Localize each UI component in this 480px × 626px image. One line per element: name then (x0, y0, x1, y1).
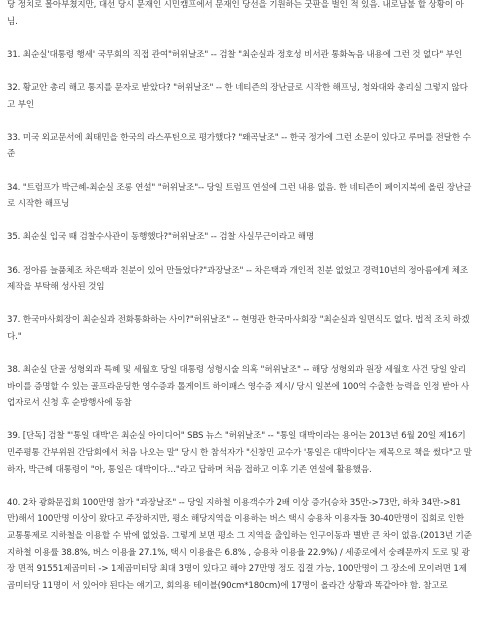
paragraph-gap (7, 163, 472, 180)
paragraph-item-40: 40. 2차 광화문집회 100만명 참가 "과장날조" -- 당일 지하철 이용객수가 2배 이상 증가(승차 35만->73만, 하차 34만->81만)해서 100만명 이상이 왔다고 주장하지만, 평소 해당지역을 이용하는 버스 택시 승용차 이용자들 30-40만명이 집회로 인한 교통통제로 지하철을 이용할 수 밖에 없었음. 그렇게 보면 평소 그 지역을 출입하는 인구이동과 별반 큰 차이 없음.(2013년 기준 지하철 이용률 38.8%, 버스 이용율 27.1%, 택시 이용율은 6.8% , 승용차 이용율 22.9%) / 세종로에서 숭례문까지 도로 및 광장 면적 91551제곱미터 -> 1제곱미터당 최대 3명이 있다고 해야 27만명 정도 집결 가능, 100만명이 그 장소에 모이려면 1제곱미터당 11명이 서 있어야 된다는 얘기고, 회의용 테이블(90cm*180cm)에 17명이 올라간 상황과 똑같아야 함. 참고로 (7, 497, 472, 591)
paragraph-item-37: 37. 한국마사회장이 최순실과 전화통화하는 사이?"허위날조" -- 현명관 한국마사회장 "최순실과 일면식도 없다. 법적 조치 하겠다." (7, 315, 470, 342)
paragraph-item-31: 31. 최순실'대통령 행세' 국무회의 직접 관여"허위날조" -- 검찰 "최순실과 정호성 비서관 통화녹음 내용에 그런 것 없다" 부인 (7, 49, 463, 60)
paragraph-item-38: 38. 최순실 단골 성형외과 특혜 및 세월호 당일 대통령 성형시술 의혹 "허위날조" -- 해당 성형외과 원장 세월호 사건 당일 알리바이를 증명할 수 있는 골프라운딩한 영수증과 톨게이트 하이패스 영수증 제시/ 당시 일본에 100억 수출한 능력을 인정 받아 사업자로서 신청 후 순방행사에 동참 (7, 365, 470, 409)
paragraph-gap (7, 213, 472, 230)
paragraph-gap (7, 296, 472, 313)
paragraph-gap (7, 63, 472, 80)
paragraph-item-32: 32. 황교안 총리 해고 통지를 문자로 받았다? "허위날조" -- 한 네티즌의 장난글로 시작한 해프닝, 청와대와 총리실 그렇지 않다고 부인 (7, 82, 468, 110)
paragraph-item-39: 39. [단독] 검찰 "'통일 대박'은 최순실 아이디어" SBS 뉴스 "허위날조" -- "통일 대박이라는 용어는 2013년 6월 20일 제16기 민주평통 간부위원 간담회에서 처음 나오는 말" 당시 한 참석자가 "신창민 교수가 '통일은 대박이다'는 제목으로 책을 썼다"고 말하자, 박근혜 대통령이 "아, 통일은 대박이다…"라고 답하며 처음 접하고 이후 기존 연설에 활용했음. (7, 431, 472, 475)
paragraph-gap (7, 412, 472, 429)
paragraph-gap (7, 113, 472, 130)
paragraph-item-34: 34. "트럼프가 박근혜-최순실 조롱 연설" "허위날조"-- 당일 트럼프 연설에 그런 내용 없음. 한 네티즌이 페이지북에 올린 장난글로 시작한 해프닝 (7, 182, 472, 210)
paragraph-intro: 당 정치로 몰아부쳤지만, 대선 당시 문재인 시민캠프에서 문재인 당선을 기원하는 굿판을 벌인 적 있음. 내로남불 할 상황이 아님. (7, 0, 464, 27)
paragraph-item-35: 35. 최순실 입국 때 검찰수사관이 동행했다?"허위날조" -- 검찰 사실무근이라고 해명 (7, 232, 315, 243)
paragraph-item-36: 36. 정아름 늘품체조 차은택과 친분이 있어 만들었다?"과장날조" -- 차은택과 개인적 친분 없었고 경력10년의 정아름에게 체조 제작을 부탁해 성사된 것임 (7, 265, 469, 293)
paragraph-gap (7, 478, 472, 495)
paragraph-gap (7, 246, 472, 263)
paragraph-item-33: 33. 미국 외교문서에 최태민을 한국의 라스푸틴으로 평가했다? "왜곡날조" -- 한국 정가에 그런 소문이 있다고 루머를 전달한 수준 (7, 132, 471, 160)
paragraph-gap (7, 345, 472, 362)
paragraph-gap (7, 30, 472, 47)
